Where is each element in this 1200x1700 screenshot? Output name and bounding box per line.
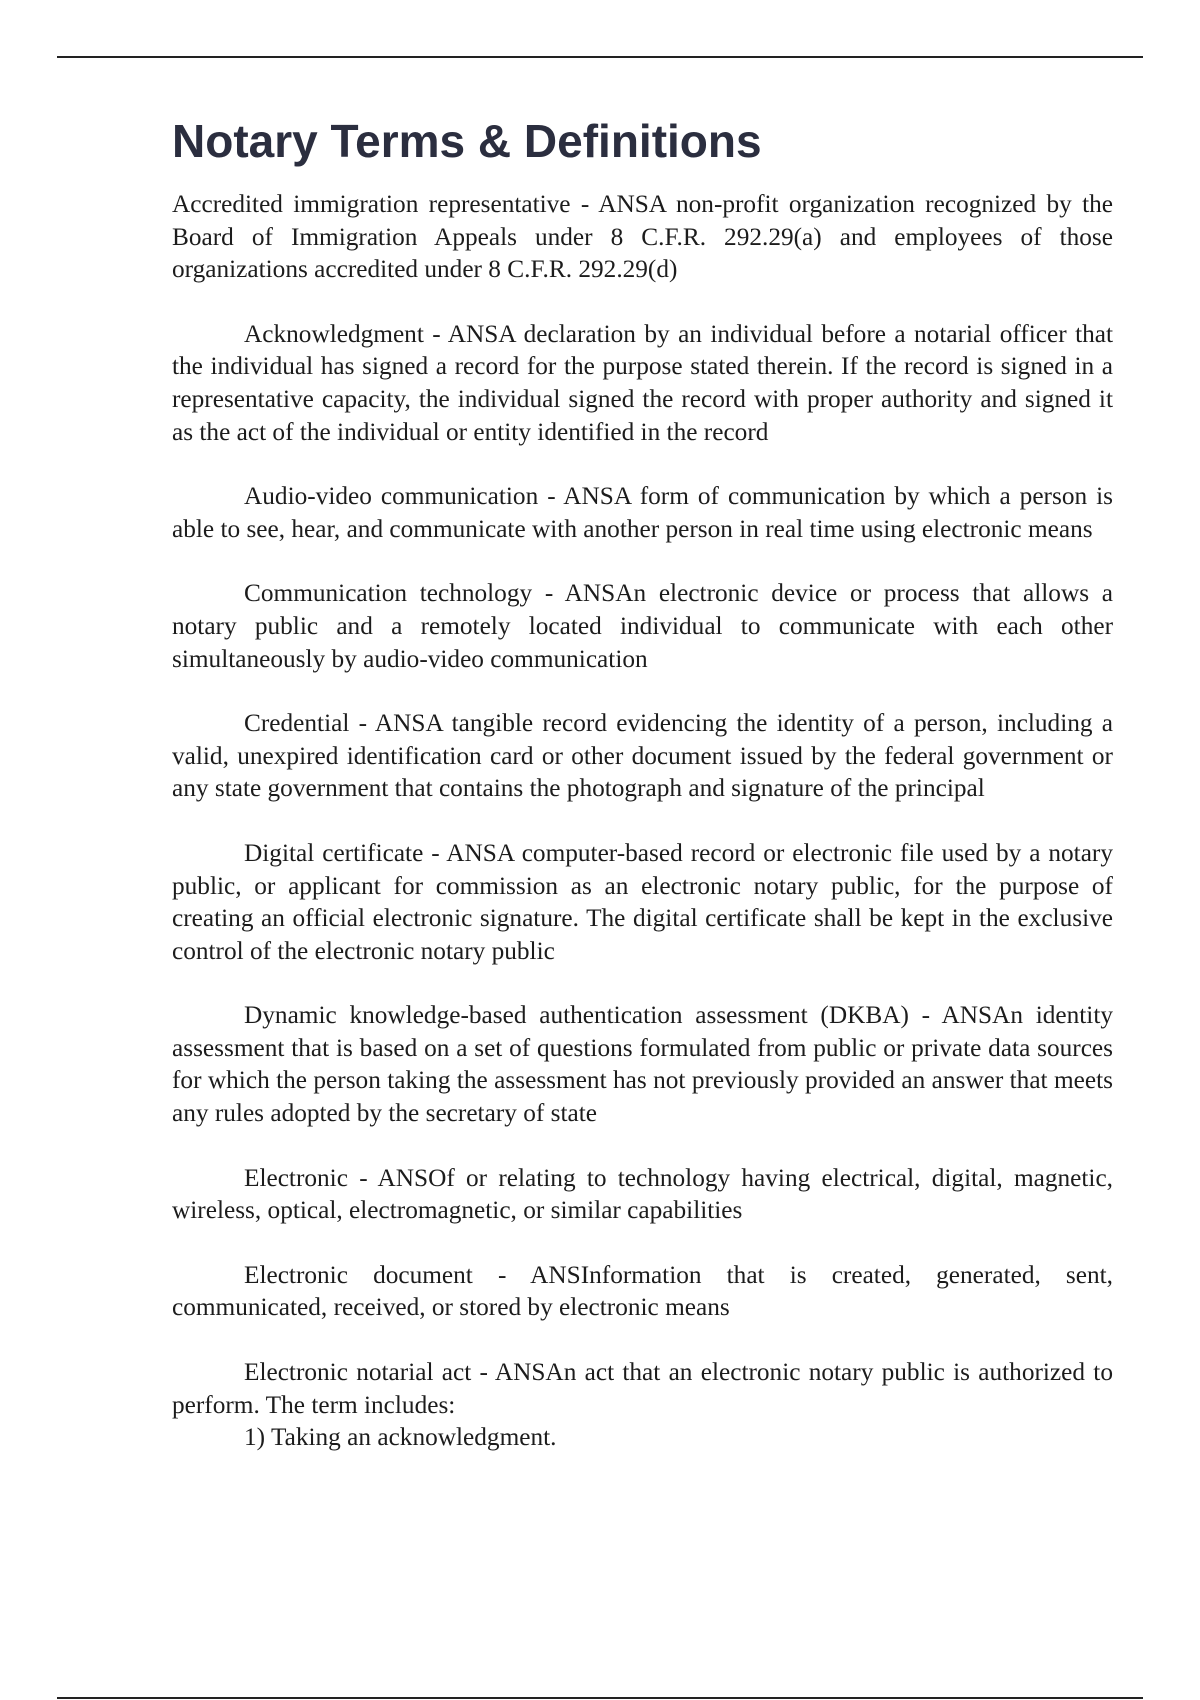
bottom-divider <box>57 1697 1143 1699</box>
definition-digital-certificate: Digital certificate - ANSA computer-based record or electronic file used by a notary public, or applicant for commission as an electronic notary public, for the purpose of creating an official electronic signature. The digital certificate shall be kept in the exclusive control of the electronic notary public <box>172 838 1113 965</box>
list-item: 1) Taking an acknowledgment. <box>244 1423 557 1452</box>
document-body <box>172 108 1113 1454</box>
definition-electronic-notarial-act: Electronic notarial act - ANSAn act that an electronic notary public is authorized to perform. The term includes: <box>172 1358 1113 1419</box>
page-title: Notary Terms & Definitions <box>172 115 762 167</box>
definition-acknowledgment: Acknowledgment - ANSA declaration by an individual before a notarial officer that the individual has signed a record for the purpose stated therein. If the record is signed in a representative capacity, the individual signed the record with proper authority and signed it as the act of the individual or entity identified in the record <box>172 319 1113 446</box>
definition-audio-video-communication: Audio-video communication - ANSA form of communication by which a person is able to see, hear, and communicate with another person in real time using electronic means <box>172 482 1113 543</box>
definition-accredited-immigration-representative: Accredited immigration representative - ANSA non-profit organization recognized by the Board of Immigration Appeals under 8 C.F.R. 292.29(a) and employees of those organizations accredited under 8 C.F.R. 292.29(d) <box>172 190 1113 284</box>
definition-electronic-document: Electronic document - ANSInformation that is created, generated, sent, communicated, received, or stored by electronic means <box>172 1260 1113 1322</box>
definition-electronic: Electronic - ANSOf or relating to technology having electrical, digital, magnetic, wireless, optical, electromagnetic, or similar capabilities <box>172 1163 1113 1225</box>
definition-dkba: Dynamic knowledge-based authentication assessment (DKBA) - ANSAn identity assessment that is based on a set of questions formulated from public or private data sources for which the person taking the assessment has not previously provided an answer that meets any rules adopted by the secretary of state <box>172 1001 1113 1128</box>
definition-credential: Credential - ANSA tangible record evidencing the identity of a person, including a valid, unexpired identification card or other document issued by the federal government or any state government that contains the photograph and signature of the principal <box>172 709 1113 803</box>
top-divider <box>57 56 1143 58</box>
definition-communication-technology: Communication technology - ANSAn electronic device or process that allows a notary public and a remotely located individual to communicate with each other simultaneously by audio-video communication <box>172 579 1113 673</box>
